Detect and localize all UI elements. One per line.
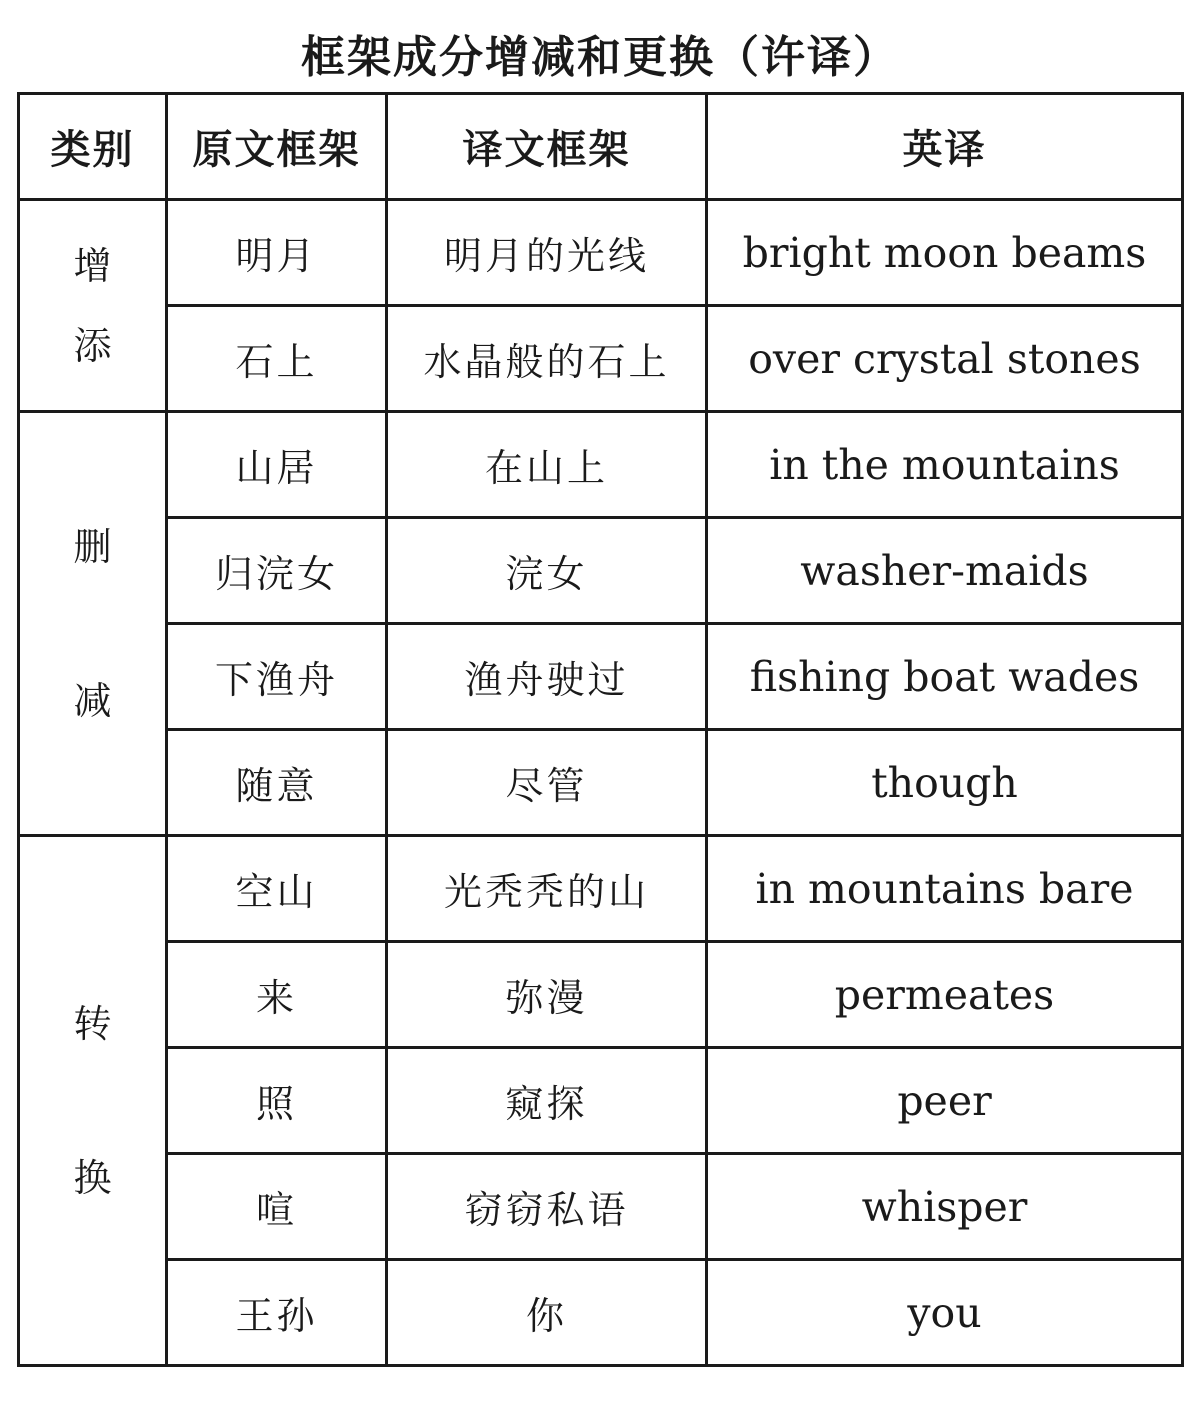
source-frame-cell: 山居	[167, 412, 387, 518]
target-frame-cell: 光秃秃的山	[387, 836, 707, 942]
english-cell: though	[707, 730, 1183, 836]
source-frame-cell: 来	[167, 942, 387, 1048]
source-frame-cell: 王孙	[167, 1260, 387, 1366]
table-row	[19, 1260, 1183, 1366]
table-row	[19, 730, 1183, 836]
english-cell: over crystal stones	[707, 306, 1183, 412]
english-cell: whisper	[707, 1154, 1183, 1260]
category-cell-add	[19, 200, 167, 412]
source-frame-cell: 照	[167, 1048, 387, 1154]
category-cell-swap	[19, 836, 167, 1366]
english-cell: fishing boat wades	[707, 624, 1183, 730]
table-row	[19, 942, 1183, 1048]
source-frame-cell: 下渔舟	[167, 624, 387, 730]
target-frame-cell: 窃窃私语	[387, 1154, 707, 1260]
source-frame-cell: 喧	[167, 1154, 387, 1260]
category-char: 增	[73, 243, 112, 288]
target-frame-cell: 你	[387, 1260, 707, 1366]
target-frame-cell: 窥探	[387, 1048, 707, 1154]
header-english: 英译	[707, 94, 1183, 200]
source-frame-cell: 明月	[167, 200, 387, 306]
table-row	[19, 518, 1183, 624]
source-frame-cell: 石上	[167, 306, 387, 412]
target-frame-cell: 弥漫	[387, 942, 707, 1048]
header-target-frame: 译文框架	[387, 94, 707, 200]
table-row	[19, 836, 1183, 942]
source-frame-cell: 空山	[167, 836, 387, 942]
target-frame-cell: 尽管	[387, 730, 707, 836]
header-source-frame: 原文框架	[167, 94, 387, 200]
header-row	[19, 94, 1183, 200]
english-cell: permeates	[707, 942, 1183, 1048]
table-row	[19, 200, 1183, 306]
table-title: 框架成分增减和更换（许译）	[301, 32, 899, 83]
frame-table	[17, 92, 1184, 1367]
target-frame-cell: 明月的光线	[387, 200, 707, 306]
english-cell: in the mountains	[707, 412, 1183, 518]
table-row	[19, 624, 1183, 730]
table-row	[19, 1154, 1183, 1260]
english-cell: peer	[707, 1048, 1183, 1154]
source-frame-cell: 随意	[167, 730, 387, 836]
category-char: 删	[73, 524, 112, 569]
category-cell-delete	[19, 412, 167, 836]
english-cell: washer-maids	[707, 518, 1183, 624]
english-cell: you	[707, 1260, 1183, 1366]
target-frame-cell: 在山上	[387, 412, 707, 518]
category-char: 减	[73, 678, 112, 723]
english-cell: in mountains bare	[707, 836, 1183, 942]
target-frame-cell: 浣女	[387, 518, 707, 624]
source-frame-cell: 归浣女	[167, 518, 387, 624]
category-char: 换	[73, 1155, 112, 1200]
english-cell: bright moon beams	[707, 200, 1183, 306]
table-row	[19, 306, 1183, 412]
table-body	[19, 200, 1183, 1366]
table-row	[19, 1048, 1183, 1154]
target-frame-cell: 渔舟驶过	[387, 624, 707, 730]
header-category: 类别	[19, 94, 167, 200]
category-char: 转	[73, 1001, 112, 1046]
table-row	[19, 412, 1183, 518]
target-frame-cell: 水晶般的石上	[387, 306, 707, 412]
category-char: 添	[73, 323, 112, 368]
